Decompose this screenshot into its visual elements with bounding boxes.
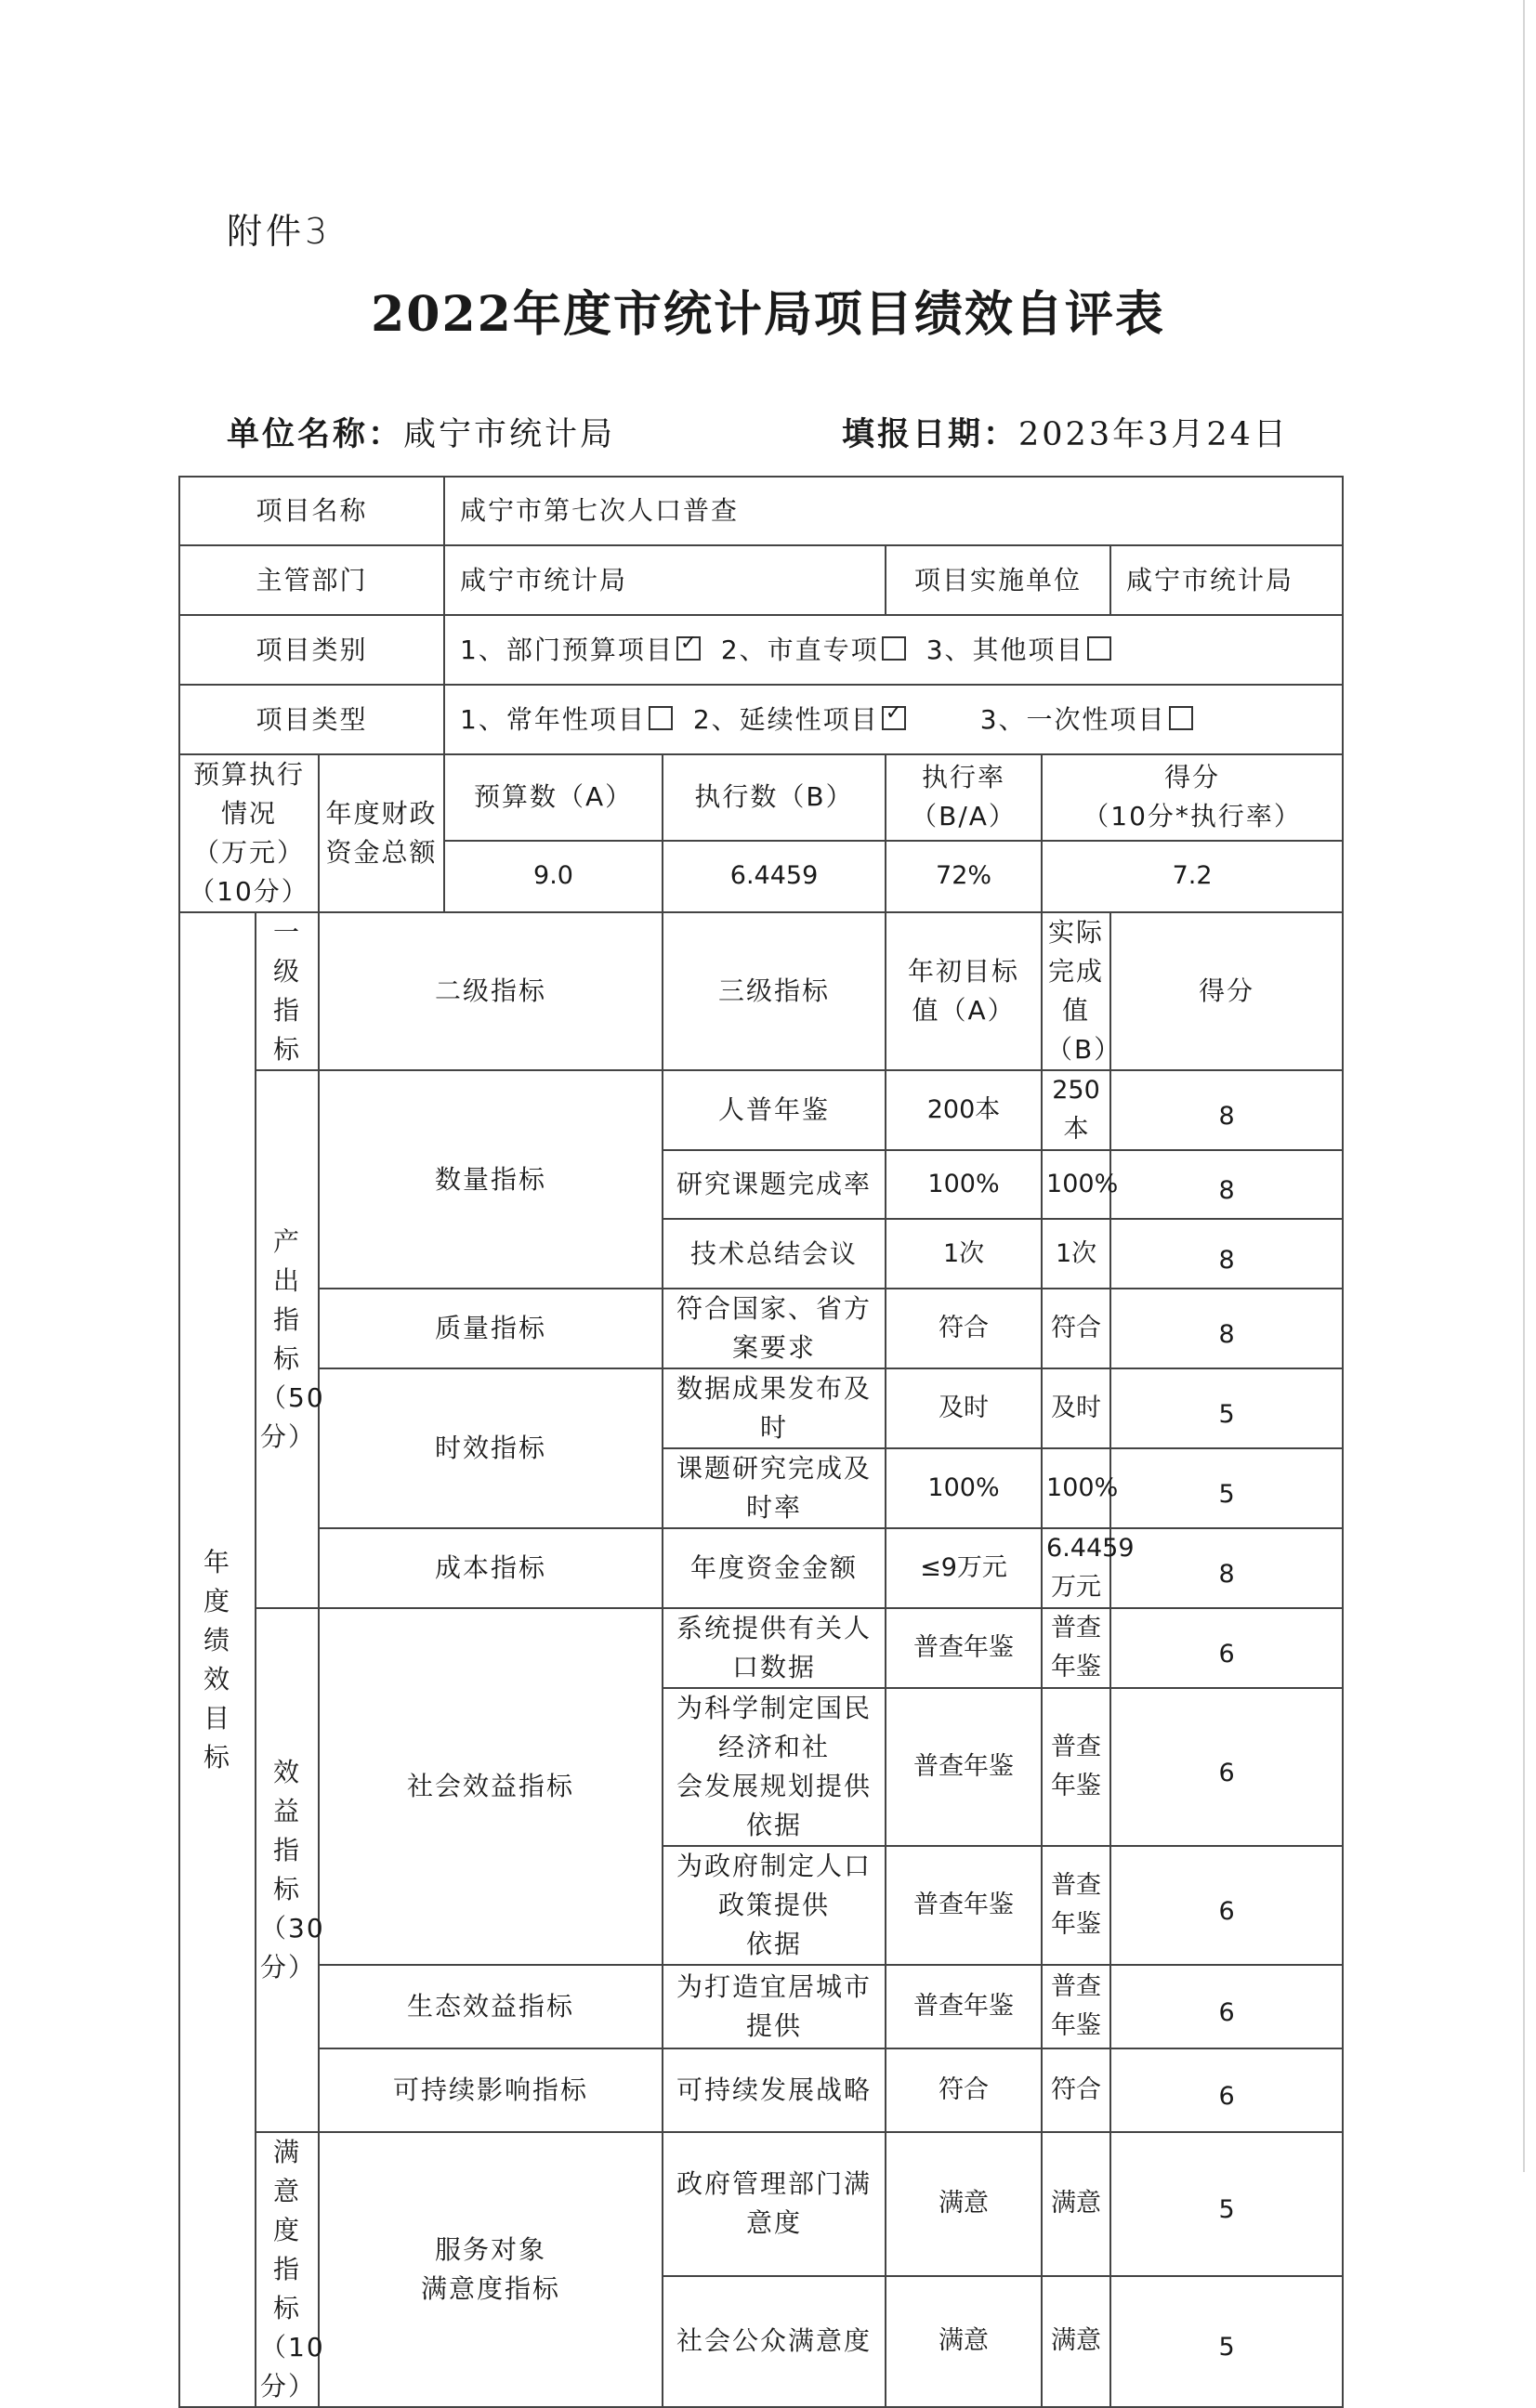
indicator-score: 8: [1110, 1219, 1343, 1289]
level3-header: 三级指标: [663, 912, 886, 1070]
level3-indicator-line: 为科学制定国民经济和社: [676, 1693, 873, 1762]
actual-header-line: （B）: [1046, 1034, 1122, 1065]
level1-indicator-line: 产出: [272, 1225, 301, 1296]
level3-indicator-line: 年度资金金额: [690, 1552, 859, 1583]
indicator-score: 8: [1110, 1070, 1343, 1150]
level3-indicator: [663, 2276, 886, 2407]
indicator-row: [179, 1070, 1343, 1150]
project-name-label: 项目名称: [179, 477, 444, 545]
budget-amount-value: 9.0: [444, 841, 663, 912]
level2-indicator: [319, 1070, 663, 1289]
level3-indicator: [663, 1150, 886, 1219]
indicator-row: [179, 1965, 1343, 2048]
budget-amount-label: 预算数（A）: [444, 754, 663, 841]
section-label-char: 标: [203, 1741, 231, 1773]
budget-score-label: [1042, 754, 1343, 841]
level3-indicator: [663, 1448, 886, 1528]
indicator-score: 8: [1110, 1289, 1343, 1368]
level1-indicator-line: （10分）: [260, 2332, 325, 2401]
target-header-line: 值（A）: [912, 995, 1016, 1026]
level2-indicator-line: 服务对象: [435, 2234, 547, 2265]
indicator-row: [179, 2132, 1343, 2276]
level2-indicator-line: 生态效益指标: [407, 1991, 575, 2022]
indicator-score: 6: [1110, 1846, 1343, 1965]
execution-rate-label: [886, 754, 1042, 841]
level1-indicator-line: 满意度: [272, 2137, 301, 2245]
indicator-score: 5: [1110, 1368, 1343, 1448]
level1-header: [256, 912, 319, 1070]
checkbox-option: [926, 635, 1111, 665]
unit-name-value: 咸宁市统计局: [403, 416, 616, 453]
indicator-row: [179, 2048, 1343, 2132]
level1-indicator-line: 指标: [272, 1835, 301, 1904]
annual-performance-target-label: [179, 912, 256, 2407]
level2-indicator-line: 满意度指标: [421, 2273, 561, 2304]
level2-indicator-line: 社会效益指标: [407, 1771, 575, 1801]
indicator-row: [179, 1528, 1343, 1608]
target-value: 普查年鉴: [886, 1688, 1042, 1846]
section-label-char: 度: [203, 1585, 231, 1616]
actual-value: 6.4459万元: [1042, 1528, 1110, 1608]
target-value: 普查年鉴: [886, 1965, 1042, 2048]
actual-value-header: [1042, 912, 1122, 1070]
annual-fund-total-label-line: 年度财政: [325, 798, 438, 829]
actual-value: 普查年鉴: [1042, 1688, 1110, 1846]
level3-indicator: [663, 1070, 886, 1150]
section-label-char: 年: [203, 1546, 231, 1577]
actual-value: 符合: [1042, 1289, 1110, 1368]
budget-score-label-line: （10分*执行率）: [1083, 801, 1302, 832]
target-value: 满意: [886, 2132, 1042, 2276]
level3-indicator: [663, 1846, 886, 1965]
level3-indicator: [663, 1528, 886, 1608]
indicator-row: [179, 1289, 1343, 1368]
level3-indicator: [663, 2048, 886, 2132]
section-label-char: 绩: [203, 1624, 231, 1656]
indicator-score: 6: [1110, 2048, 1343, 2132]
target-value-header: [886, 912, 1042, 1070]
level3-indicator: [663, 1219, 886, 1289]
level1-header-line: 指标: [272, 995, 301, 1065]
checkbox-option-label: 2、延续性项目: [692, 703, 879, 735]
indicator-score: 6: [1110, 1608, 1343, 1688]
target-value: 满意: [886, 2276, 1042, 2407]
level3-indicator-line: 课题研究完成及时率: [676, 1453, 873, 1523]
section-label-char: 效: [203, 1663, 231, 1695]
level2-indicator: [319, 1528, 663, 1608]
target-value: ≤9万元: [886, 1528, 1042, 1608]
project-name-value: 咸宁市第七次人口普查: [444, 477, 1343, 545]
target-value: 200本: [886, 1070, 1042, 1150]
report-date: [842, 409, 1289, 455]
level1-indicator-line: 指标: [272, 1303, 301, 1374]
target-value: 普查年鉴: [886, 1846, 1042, 1965]
level2-indicator-line: 可持续影响指标: [393, 2074, 589, 2105]
indicator-row: [179, 1368, 1343, 1448]
actual-value: 250本: [1042, 1070, 1110, 1150]
target-value: 符合: [886, 2048, 1042, 2132]
level2-indicator-line: 时效指标: [435, 1433, 547, 1463]
level2-indicator: [319, 1965, 663, 2048]
attachment-label: 附件3: [227, 211, 332, 252]
level2-indicator: [319, 1608, 663, 1965]
project-category-options: [444, 615, 1343, 685]
level3-indicator: [663, 1688, 886, 1846]
report-date-label: 填报日期：: [842, 415, 1019, 453]
actual-value: 100%: [1042, 1448, 1110, 1528]
implementing-unit-label: 项目实施单位: [886, 545, 1110, 615]
self-evaluation-table: [178, 476, 1344, 2408]
target-value: 符合: [886, 1289, 1042, 1368]
checkbox-option-label: 3、其他项目: [926, 634, 1084, 665]
checkbox-option: [460, 704, 673, 735]
executed-amount-label: 执行数（B）: [663, 754, 886, 841]
unchecked-box-icon: [649, 706, 673, 730]
level3-indicator-line: 依据: [746, 1929, 803, 1959]
actual-value: 及时: [1042, 1368, 1110, 1448]
unchecked-box-icon: [1169, 706, 1193, 730]
level1-indicator-line: 指 标: [272, 2254, 330, 2323]
actual-value: 普查年鉴: [1042, 1608, 1110, 1688]
actual-value: 100%: [1042, 1150, 1110, 1219]
project-type-options: [444, 685, 1343, 754]
checked-box-icon: [882, 706, 906, 730]
target-value: 普查年鉴: [886, 1608, 1042, 1688]
actual-header-line: 实际完成值: [1048, 917, 1105, 1026]
implementing-unit-value: 咸宁市统计局: [1110, 545, 1343, 615]
level2-indicator-line: 质量指标: [435, 1313, 547, 1343]
level3-indicator: [663, 1608, 886, 1688]
level3-indicator-line: 系统提供有关人口数据: [676, 1613, 873, 1682]
level3-indicator: [663, 2132, 886, 2276]
level1-indicator-line: 效益: [272, 1757, 301, 1826]
level3-indicator-line: 为政府制定人口政策提供: [676, 1851, 873, 1920]
indicator-score: 6: [1110, 1688, 1343, 1846]
indicator-score: 6: [1110, 1965, 1343, 2048]
execution-rate-label-line: 执行率: [922, 762, 1006, 793]
level2-indicator-line: 数量指标: [435, 1163, 547, 1195]
level3-indicator-line: 政府管理部门满意度: [676, 2168, 873, 2239]
budget-execution-label-line: （万元）: [192, 837, 305, 868]
budget-execution-label-line: （10分）: [189, 876, 309, 907]
level3-indicator-line: 为打造宜居城市提供: [676, 1971, 873, 2041]
project-category-label: 项目类别: [179, 615, 444, 685]
target-value: 1次: [886, 1219, 1042, 1289]
actual-value: 普查年鉴: [1042, 1965, 1110, 2048]
level3-indicator-line: 符合国家、省方案要求: [676, 1293, 873, 1363]
level3-indicator-line: 技术总结会议: [690, 1237, 859, 1269]
target-value: 100%: [886, 1150, 1042, 1219]
level1-indicator: [256, 1608, 325, 2132]
level3-indicator-line: 社会公众满意度: [676, 2325, 873, 2357]
indicator-score: 5: [1110, 2276, 1343, 2407]
level3-indicator-line: 可持续发展战略: [676, 2074, 873, 2105]
level3-indicator-line: 研究课题完成率: [676, 1169, 873, 1199]
level3-indicator-line: 人普年鉴: [718, 1094, 831, 1125]
actual-value: 满意: [1042, 2276, 1110, 2407]
level1-indicator-line: （30分）: [260, 1913, 325, 1983]
level1-header-line: 一级: [272, 917, 301, 987]
level2-indicator-line: 成本指标: [435, 1552, 547, 1583]
unchecked-box-icon: [1087, 636, 1111, 661]
indicator-score: 5: [1110, 1448, 1343, 1528]
document-title: 2022年度市统计局项目绩效自评表: [371, 286, 1165, 343]
target-value: 100%: [886, 1448, 1042, 1528]
level2-indicator: [319, 2132, 663, 2407]
actual-value: 满意: [1042, 2132, 1110, 2276]
actual-value: 符合: [1042, 2048, 1110, 2132]
level3-indicator: [663, 1965, 886, 2048]
checkbox-option: [693, 704, 906, 735]
unit-name: [227, 409, 615, 455]
budget-score-value: 7.2: [1042, 841, 1343, 912]
executed-amount-value: 6.4459: [663, 841, 886, 912]
level1-indicator-line: （50分）: [260, 1381, 325, 1452]
level3-indicator: [663, 1368, 886, 1448]
department-value: 咸宁市统计局: [444, 545, 886, 615]
indicator-score: 8: [1110, 1150, 1343, 1219]
budget-execution-label-line: 预算执行情况: [192, 759, 305, 829]
level2-indicator: [319, 2048, 663, 2132]
target-header-line: 年初目标: [908, 956, 1020, 987]
checkbox-option-label: 2、市直专项: [720, 634, 879, 665]
checkbox-option: [721, 635, 906, 665]
budget-score-label-line: 得分: [1164, 762, 1221, 793]
department-label: 主管部门: [179, 545, 444, 615]
level3-indicator: [663, 1289, 886, 1368]
checkbox-option-label: 1、部门预算项目: [460, 634, 674, 665]
checkbox-option: [980, 704, 1193, 735]
level2-indicator: [319, 1289, 663, 1368]
actual-value: 普查年鉴: [1042, 1846, 1110, 1965]
checked-box-icon: [676, 636, 701, 661]
annual-fund-total-label: [319, 754, 444, 912]
score-header: 得分: [1110, 912, 1343, 1070]
indicator-score: 8: [1110, 1528, 1343, 1608]
level3-indicator-line: 会发展规划提供依据: [676, 1771, 873, 1840]
annual-fund-total-label-line: 资金总额: [325, 837, 438, 868]
indicator-score: 5: [1110, 2132, 1343, 2276]
level1-indicator: [256, 2132, 330, 2407]
target-value: 及时: [886, 1368, 1042, 1448]
execution-rate-label-line: （B/A）: [911, 801, 1017, 832]
actual-value: 1次: [1042, 1219, 1110, 1289]
level1-indicator: [256, 1070, 325, 1608]
level2-indicator: [319, 1368, 663, 1528]
checkbox-option: [460, 635, 701, 665]
level3-indicator-line: 数据成果发布及时: [676, 1373, 873, 1443]
report-date-value: 2023年3月24日: [1018, 416, 1289, 453]
unchecked-box-icon: [882, 636, 906, 661]
unit-name-label: 单位名称：: [227, 415, 404, 453]
project-type-label: 项目类型: [179, 685, 444, 754]
budget-execution-label: [179, 754, 319, 912]
indicator-row: [179, 1608, 1343, 1688]
level2-header: 二级指标: [319, 912, 663, 1070]
checkbox-option-label: 3、一次性项目: [979, 703, 1166, 735]
checkbox-option-label: 1、常年性项目: [460, 703, 646, 735]
section-label-char: 目: [203, 1702, 231, 1734]
execution-rate-value: 72%: [886, 841, 1042, 912]
